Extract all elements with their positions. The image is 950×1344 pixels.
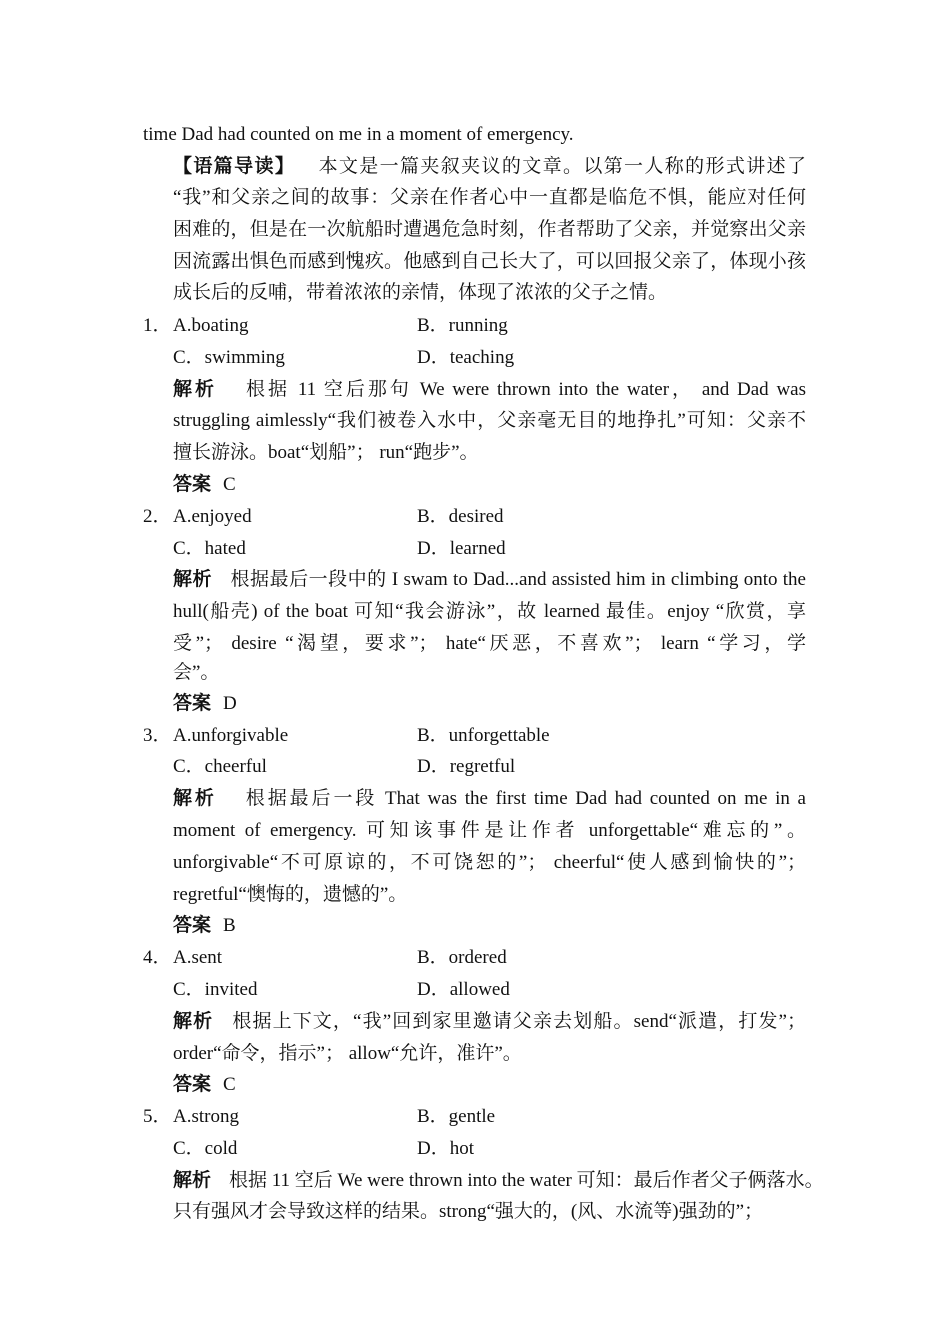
- q2-analysis-line-1: [173, 568, 806, 592]
- q2-option-b: B．desired: [417, 506, 504, 527]
- q4-analysis-line-2: order“命令，指示”； allow“允许，准许”。: [173, 1043, 522, 1064]
- q1-option-c: C．swimming: [173, 347, 285, 368]
- q4-answer-value: C: [223, 1074, 236, 1095]
- q3-analysis-line-2: moment of emergency. 可知该事件是让作者 unforgettable“难忘的”。: [173, 820, 806, 841]
- q3-number: 3．: [143, 725, 172, 746]
- q4-analysis-text-1: 根据上下文，“我”回到家里邀请父亲去划船。send“派遣，打发”；: [231, 1011, 806, 1032]
- q1-analysis-text-1: 根据 11 空后那句 We were thrown into the water， and Dad was: [243, 379, 806, 400]
- q3-option-a: A.unforgivable: [173, 725, 289, 746]
- q1-option-b: B．running: [417, 315, 508, 336]
- q5-option-d: D．hot: [417, 1138, 475, 1159]
- q2-analysis-line-2: hull(船壳) of the boat 可知“我会游泳”，故 learned 最佳。enjoy “欣赏，享: [173, 601, 806, 622]
- q2-analysis-line-4: 会”。: [173, 662, 220, 683]
- q5-analysis-label: 解析: [173, 1170, 212, 1191]
- q4-option-c: C．invited: [173, 979, 258, 1000]
- q3-analysis-label: 解析: [173, 788, 217, 809]
- q1-analysis-line-2: struggling aimlessly“我们被卷入水中，父亲毫无目的地挣扎”可知：父亲不: [173, 410, 806, 431]
- q3-answer-value: B: [223, 915, 236, 936]
- q1-number: 1．: [143, 315, 172, 336]
- q5-analysis-text-1: 根据 11 空后 We were thrown into the water 可知：最后作者父子俩落水。: [229, 1170, 824, 1191]
- q4-option-d: D．allowed: [417, 979, 510, 1000]
- q1-analysis-line-1: [173, 378, 806, 402]
- intro-first-line: time Dad had counted on me in a moment of emergency.: [143, 124, 574, 145]
- guide-text-1: 本文是一篇夹叙夹议的文章。以第一人称的形式讲述了: [317, 156, 806, 177]
- q3-analysis-line-3: unforgivable“不可原谅的，不可饶恕的”； cheerful“使人感到愉快的”；: [173, 852, 806, 873]
- guide-line-4: 因流露出惧色而感到愧疚。他感到自己长大了，可以回报父亲了，体现小孩: [173, 251, 806, 272]
- guide-line-5: 成长后的反哺，带着浓浓的亲情，体现了浓浓的父子之情。: [173, 282, 668, 303]
- q1-option-d: D．teaching: [417, 347, 515, 368]
- q2-answer-label: 答案: [173, 693, 212, 714]
- q5-option-a: A.strong: [173, 1106, 239, 1127]
- q4-answer: [173, 1073, 236, 1097]
- guide-label: 【语篇导读】: [173, 156, 296, 177]
- q4-analysis-line-1: [173, 1010, 806, 1034]
- q1-answer-value: C: [223, 474, 236, 495]
- q3-analysis-line-4: regretful“懊悔的，遗憾的”。: [173, 884, 408, 905]
- q3-option-c: C．cheerful: [173, 756, 267, 777]
- q5-option-c: C．cold: [173, 1138, 238, 1159]
- q4-option-b: B．ordered: [417, 947, 507, 968]
- q3-option-d: D．regretful: [417, 756, 516, 777]
- q5-number: 5．: [143, 1106, 172, 1127]
- q1-analysis-line-3: 擅长游泳。boat“划船”； run“跑步”。: [173, 442, 479, 463]
- q3-answer-label: 答案: [173, 915, 212, 936]
- q4-option-a: A.sent: [173, 947, 223, 968]
- q5-analysis-line-2: 只有强风才会导致这样的结果。strong“强大的，(风、水流等)强劲的”；: [173, 1201, 764, 1222]
- q1-option-a: A.boating: [173, 315, 249, 336]
- q4-number: 4．: [143, 947, 172, 968]
- guide-line-2: “我”和父亲之间的故事：父亲在作者心中一直都是临危不惧，能应对任何: [173, 187, 806, 208]
- q3-answer: [173, 914, 236, 938]
- q2-number: 2．: [143, 506, 172, 527]
- q2-analysis-text-1: 根据最后一段中的 I swam to Dad...and assisted him in climbing onto the: [230, 569, 806, 590]
- q5-option-b: B．gentle: [417, 1106, 496, 1127]
- guide-line-3: 困难的，但是在一次航船时遭遇危急时刻，作者帮助了父亲，并觉察出父亲: [173, 219, 806, 240]
- guide-line-1: [173, 155, 806, 179]
- q1-analysis-label: 解析: [173, 379, 218, 400]
- q1-answer: [173, 473, 236, 497]
- q3-analysis-line-1: [173, 787, 806, 811]
- q4-answer-label: 答案: [173, 1074, 212, 1095]
- q2-option-d: D．learned: [417, 538, 506, 559]
- q2-answer: [173, 692, 237, 716]
- q3-option-b: B．unforgettable: [417, 725, 550, 746]
- q2-answer-value: D: [223, 693, 237, 714]
- q2-option-a: A.enjoyed: [173, 506, 252, 527]
- q4-analysis-label: 解析: [173, 1011, 214, 1032]
- q3-analysis-text-1: 根据最后一段 That was the first time Dad had counted on me in a: [242, 788, 806, 809]
- q5-analysis-line-1: [173, 1169, 824, 1193]
- q2-analysis-line-3: 受”； desire “渴望，要求”； hate“厌恶，不喜欢”； learn “学习，学: [173, 633, 806, 654]
- q2-option-c: C．hated: [173, 538, 246, 559]
- q2-analysis-label: 解析: [173, 569, 213, 590]
- q1-answer-label: 答案: [173, 474, 212, 495]
